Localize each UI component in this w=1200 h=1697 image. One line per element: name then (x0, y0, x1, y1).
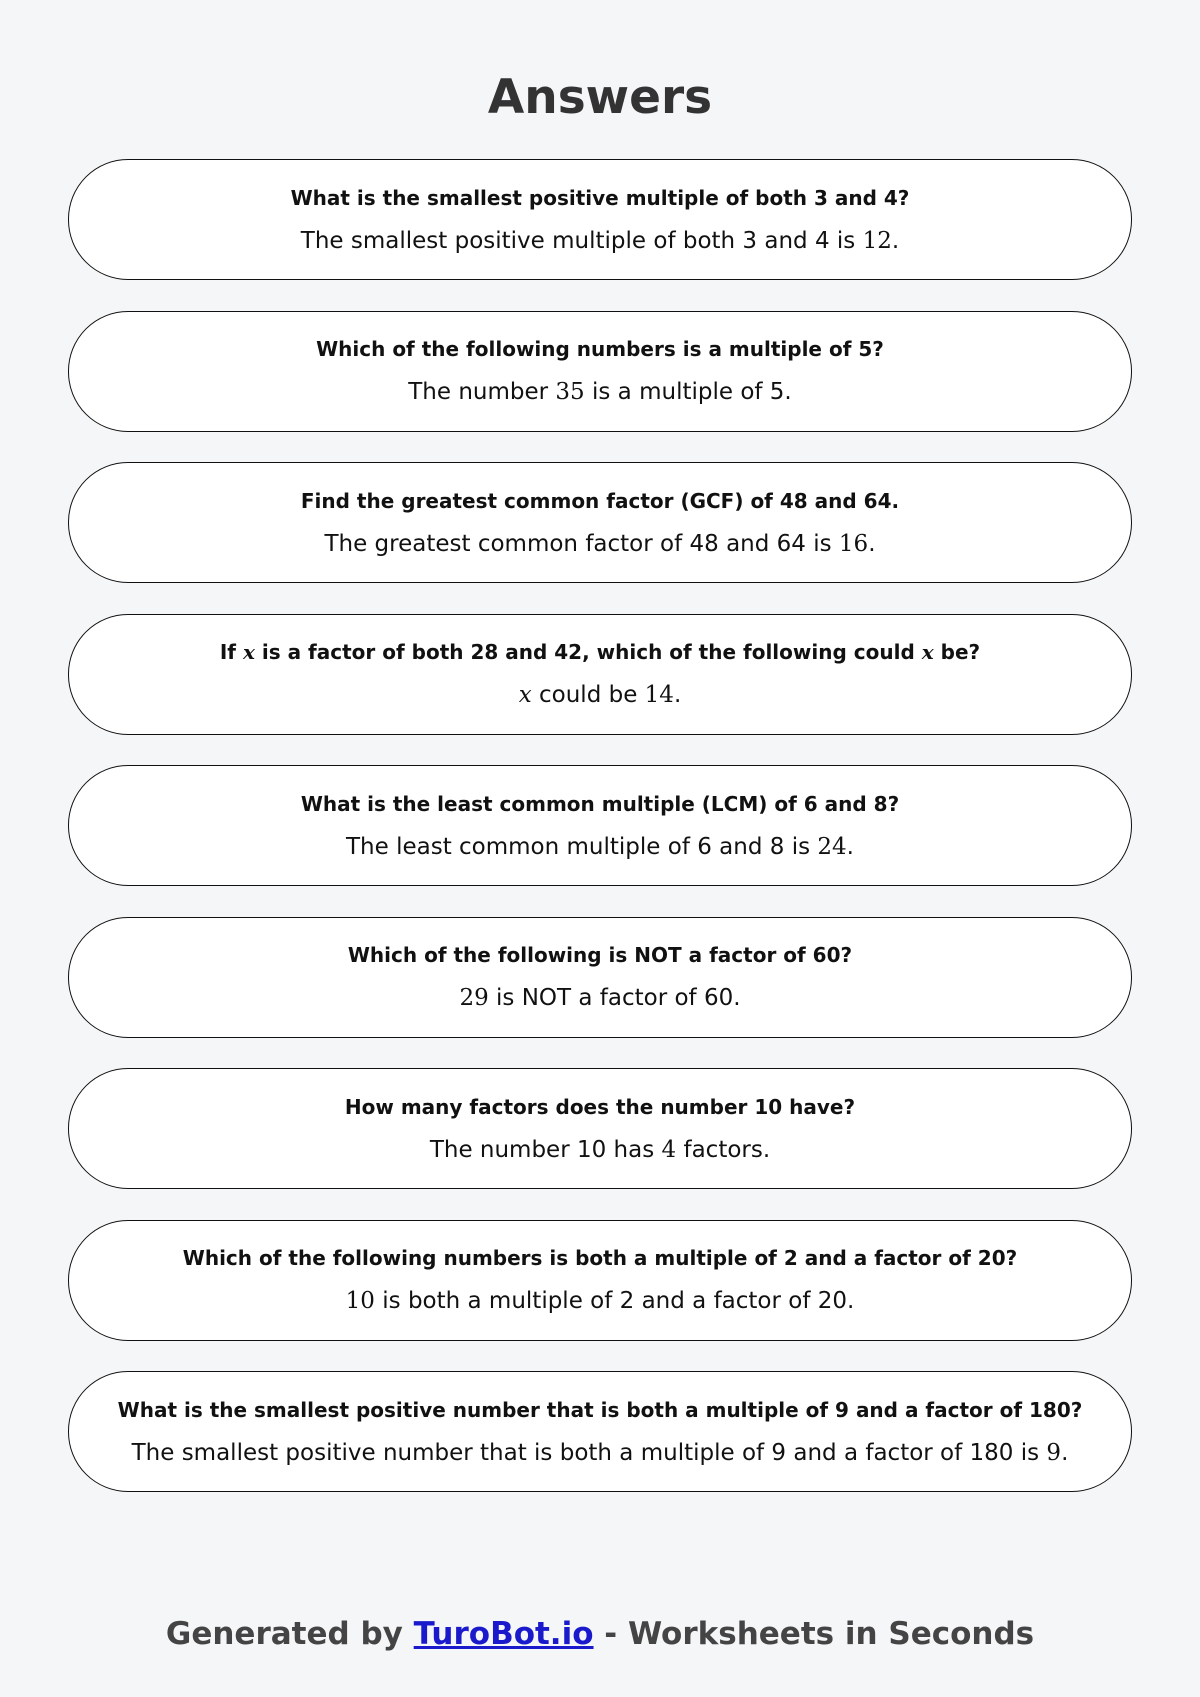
question-text: Which of the following numbers is both a multiple of 2 and a factor of 20? (182, 1246, 1018, 1270)
math-value: 24 (817, 833, 847, 860)
turobot-link[interactable]: TuroBot.io (413, 1616, 594, 1652)
question-text: Which of the following is NOT a factor of 60? (347, 943, 853, 967)
math-value: 29 (459, 985, 489, 1011)
answer-text: The number 35 is a multiple of 5. (408, 379, 792, 405)
math-value: 9 (1046, 1439, 1062, 1466)
answer-card (68, 1220, 1132, 1341)
answer-card (68, 159, 1132, 280)
answer-text: The number 10 has 4 factors. (429, 1136, 771, 1163)
answer-card (68, 311, 1132, 432)
math-variable: x (921, 640, 934, 664)
question-text: What is the smallest positive number that is both a multiple of 9 and a factor of 180? (117, 1397, 1083, 1422)
question-text: Which of the following numbers is a multiple of 5? (316, 337, 884, 361)
answer-card (68, 1068, 1132, 1189)
answer-list (68, 159, 1132, 1523)
math-value: 12 (862, 227, 892, 254)
footer-suffix: - Worksheets in Seconds (593, 1616, 1035, 1652)
question-text: Find the greatest common factor (GCF) of 48 and 64. (300, 488, 900, 513)
footer-prefix: Generated by (165, 1616, 414, 1652)
answer-card (68, 1371, 1132, 1492)
answer-card (68, 462, 1132, 583)
math-value: 14 (644, 682, 674, 708)
question-text: If x is a factor of both 28 and 42, which of the following could x be? (219, 640, 981, 664)
answer-card (68, 765, 1132, 886)
answer-text: 10 is both a multiple of 2 and a factor of 20. (345, 1288, 855, 1314)
answer-card (68, 614, 1132, 735)
math-value: 16 (838, 530, 869, 557)
page-title: Answers (487, 70, 713, 125)
answer-text: 29 is NOT a factor of 60. (459, 985, 741, 1011)
answer-text: The smallest positive number that is both a multiple of 9 and a factor of 180 is 9. (131, 1439, 1069, 1466)
question-text: What is the least common multiple (LCM) of 6 and 8? (300, 791, 900, 816)
answer-text: The greatest common factor of 48 and 64 is 16. (324, 530, 876, 557)
question-text: How many factors does the number 10 have? (344, 1094, 856, 1119)
answer-card (68, 917, 1132, 1038)
math-value: 35 (555, 379, 585, 405)
math-value: 4 (661, 1136, 677, 1163)
answer-text: x could be 14. (518, 682, 682, 708)
math-variable: x (242, 640, 255, 664)
footer (0, 1614, 1200, 1654)
math-variable: x (518, 682, 532, 708)
question-text: What is the smallest positive multiple of both 3 and 4? (290, 185, 910, 210)
answer-text: The least common multiple of 6 and 8 is 24. (346, 833, 854, 860)
math-value: 10 (345, 1288, 375, 1314)
answer-text: The smallest positive multiple of both 3 and 4 is 12. (300, 227, 900, 254)
